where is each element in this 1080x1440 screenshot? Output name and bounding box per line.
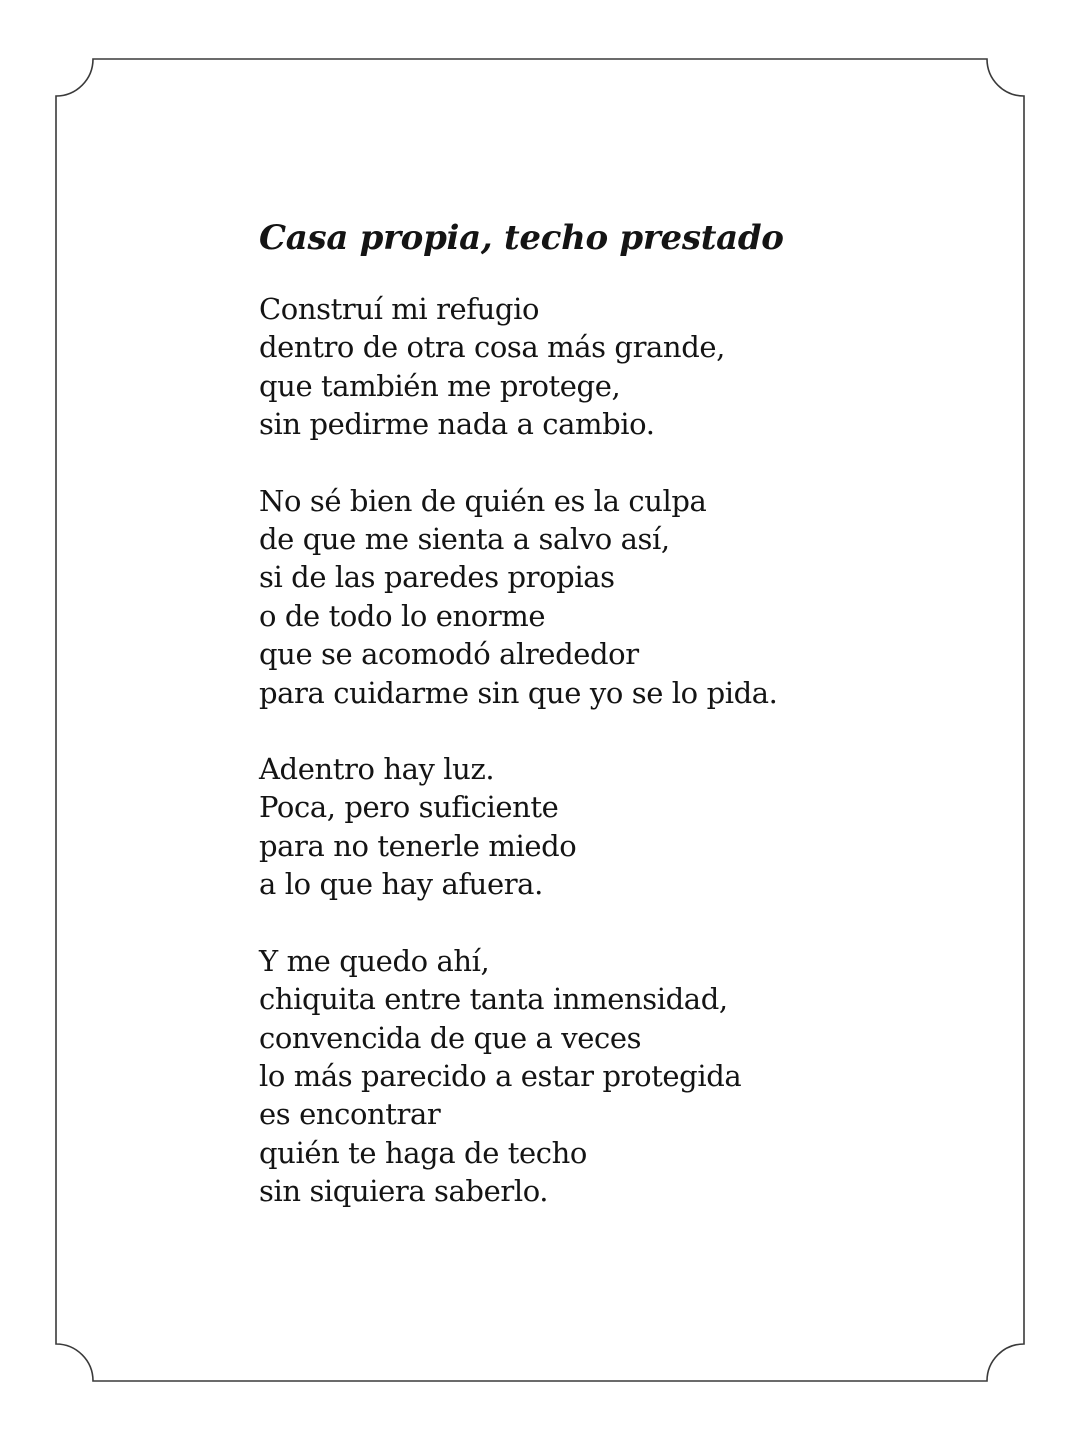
verse-line: Adentro hay luz.: [259, 752, 495, 787]
verse-line: Y me quedo ahí,: [259, 943, 490, 978]
stanza-3: [259, 750, 899, 904]
verse-line: que se acomodó alrededor: [259, 637, 639, 672]
verse-line: para no tenerle miedo: [259, 828, 577, 863]
verse-line: chiquita entre tanta inmensidad,: [259, 982, 728, 1017]
verse-line: a lo que hay afuera.: [259, 867, 543, 902]
verse-line: es encontrar: [259, 1097, 441, 1132]
stanza-2: [259, 482, 899, 712]
verse-line: lo más parecido a estar protegida: [259, 1058, 742, 1093]
verse-line: de que me sienta a salvo así,: [259, 522, 670, 557]
verse-line: No sé bien de quién es la culpa: [259, 483, 707, 518]
stanza-4: [259, 942, 899, 1211]
poem: [259, 214, 899, 1211]
poem-title: Casa propia, techo prestado: [259, 218, 784, 258]
verse-line: sin siquiera saberlo.: [259, 1174, 549, 1209]
verse-line: quién te haga de techo: [259, 1135, 587, 1170]
verse-line: para cuidarme sin que yo se lo pida.: [259, 675, 778, 710]
stanza-1: [259, 290, 899, 444]
verse-line: si de las paredes propias: [259, 560, 615, 595]
verse-line: dentro de otra cosa más grande,: [259, 330, 725, 365]
verse-line: que también me protege,: [259, 368, 621, 403]
verse-line: o de todo lo enorme: [259, 598, 546, 633]
verse-line: sin pedirme nada a cambio.: [259, 407, 655, 442]
verse-line: Construí mi refugio: [259, 292, 540, 326]
verse-line: Poca, pero suficiente: [259, 790, 559, 825]
verse-line: convencida de que a veces: [259, 1020, 642, 1055]
